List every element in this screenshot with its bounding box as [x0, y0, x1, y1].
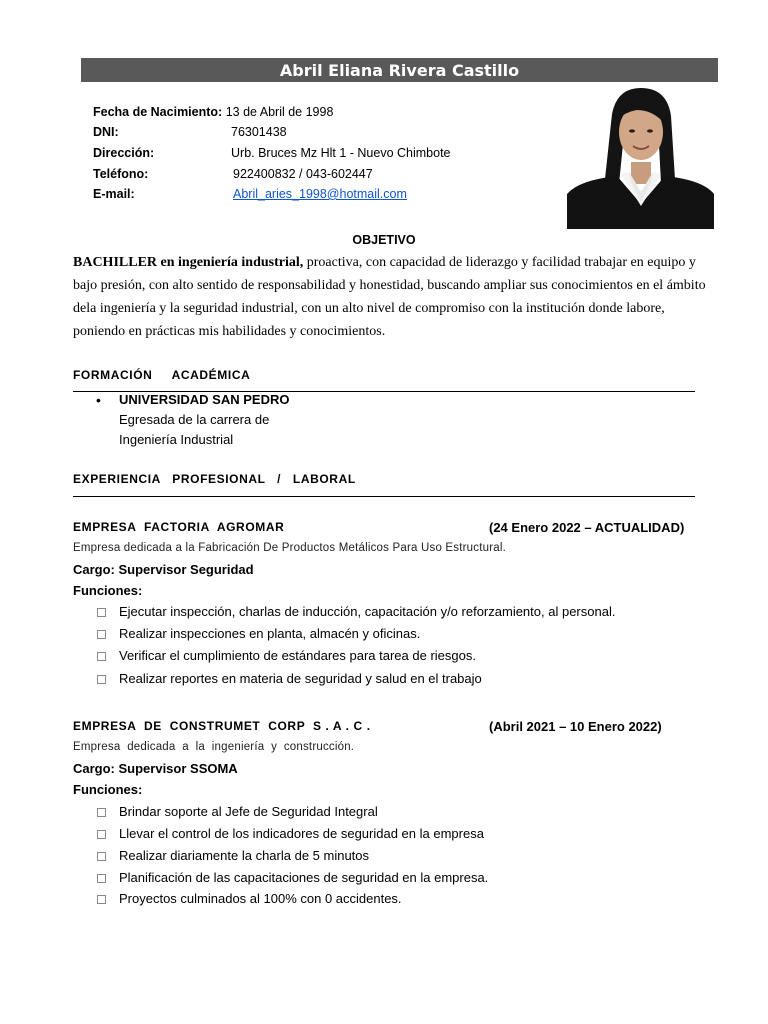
full-name: Abril Eliana Rivera Castillo — [279, 60, 520, 80]
education-line-1: Egresada de la carrera de — [119, 412, 270, 427]
list-item: Realizar inspecciones en planta, almacén y oficinas. — [97, 626, 420, 641]
job-1-description: Empresa dedicada a la Fabricación De Productos Metálicos Para Uso Estructural. — [73, 542, 506, 554]
checkbox-bullet-icon — [97, 630, 106, 639]
phone-label: Teléfono: — [93, 167, 149, 181]
list-item: Proyectos culminados al 100% con 0 accidentes. — [97, 891, 402, 906]
dni-label: DNI: — [93, 125, 119, 139]
bullet-icon: • — [96, 392, 101, 408]
job-1-company: EMPRESA FACTORIA AGROMAR — [73, 520, 285, 534]
profile-photo — [567, 84, 714, 229]
objective-line-1: BACHILLER en ingeniería industrial, proactiva, con capacidad de liderazgo y facilidad trabajar en equipo y — [73, 255, 696, 270]
experience-title: EXPERIENCIA PROFESIONAL / LABORAL — [73, 472, 356, 486]
email-label: E-mail: — [93, 187, 135, 201]
education-title: FORMACIÓN ACADÉMICA — [73, 368, 251, 382]
job-2-period: (Abril 2021 – 10 Enero 2022) — [489, 719, 662, 734]
job-1-functions-label: Funciones: — [73, 583, 143, 598]
education-line-2: Ingeniería Industrial — [119, 432, 234, 447]
checkbox-bullet-icon — [97, 874, 106, 883]
job-1-period: (24 Enero 2022 – ACTUALIDAD) — [489, 520, 685, 535]
birth-value: 13 de Abril de 1998 — [225, 105, 334, 119]
objective-title: OBJETIVO — [352, 233, 416, 247]
dni-value: 76301438 — [231, 125, 287, 139]
email-link[interactable]: Abril_aries_1998@hotmail.com — [233, 187, 407, 201]
name-header — [81, 58, 718, 82]
list-item: Brindar soporte al Jefe de Seguridad Integral — [97, 804, 378, 819]
experience-divider — [73, 496, 695, 497]
job-2-role: Cargo: Supervisor SSOMA — [73, 761, 238, 776]
job-2-functions-label: Funciones: — [73, 782, 143, 797]
checkbox-bullet-icon — [97, 608, 106, 617]
objective-line-2: bajo presión, con alto sentido de responsabilidad y honestidad, buscando ampliar sus conocimientos en el ámbito — [73, 278, 706, 293]
job-2-company: EMPRESA DE CONSTRUMET CORP S . A . C . — [73, 719, 371, 733]
list-item: Realizar diariamente la charla de 5 minutos — [97, 848, 369, 863]
checkbox-bullet-icon — [97, 830, 106, 839]
address-value: Urb. Bruces Mz Hlt 1 - Nuevo Chimbote — [231, 146, 451, 160]
checkbox-bullet-icon — [97, 652, 106, 661]
objective-lead: BACHILLER en ingeniería industrial, — [73, 255, 304, 270]
address-label: Dirección: — [93, 146, 155, 160]
checkbox-bullet-icon — [97, 852, 106, 861]
portrait-image — [567, 84, 714, 229]
job-1-role: Cargo: Supervisor Seguridad — [73, 562, 254, 577]
list-item: Llevar el control de los indicadores de seguridad en la empresa — [97, 826, 484, 841]
list-item: Realizar reportes en materia de seguridad y salud en el trabajo — [97, 671, 482, 686]
birth-label: Fecha de Nacimiento: 13 de Abril de 1998 — [93, 105, 334, 119]
checkbox-bullet-icon — [97, 675, 106, 684]
job-2-description: Empresa dedicada a la ingeniería y construcción. — [73, 741, 355, 753]
checkbox-bullet-icon — [97, 808, 106, 817]
objective-line-4: poniendo en prácticas mis habilidades y conocimientos. — [73, 324, 386, 339]
list-item: Ejecutar inspección, charlas de inducción, capacitación y/o reforzamiento, al personal. — [97, 604, 615, 619]
objective-line-3: dela ingeniería y la seguridad industrial, con un alto nivel de compromiso con la institución donde labore, — [73, 301, 665, 316]
phone-value: 922400832 / 043-602447 — [233, 167, 373, 181]
checkbox-bullet-icon — [97, 895, 106, 904]
list-item: Planificación de las capacitaciones de seguridad en la empresa. — [97, 870, 488, 885]
school-name: UNIVERSIDAD SAN PEDRO — [119, 392, 290, 407]
list-item: Verificar el cumplimiento de estándares para tarea de riesgos. — [97, 648, 476, 663]
